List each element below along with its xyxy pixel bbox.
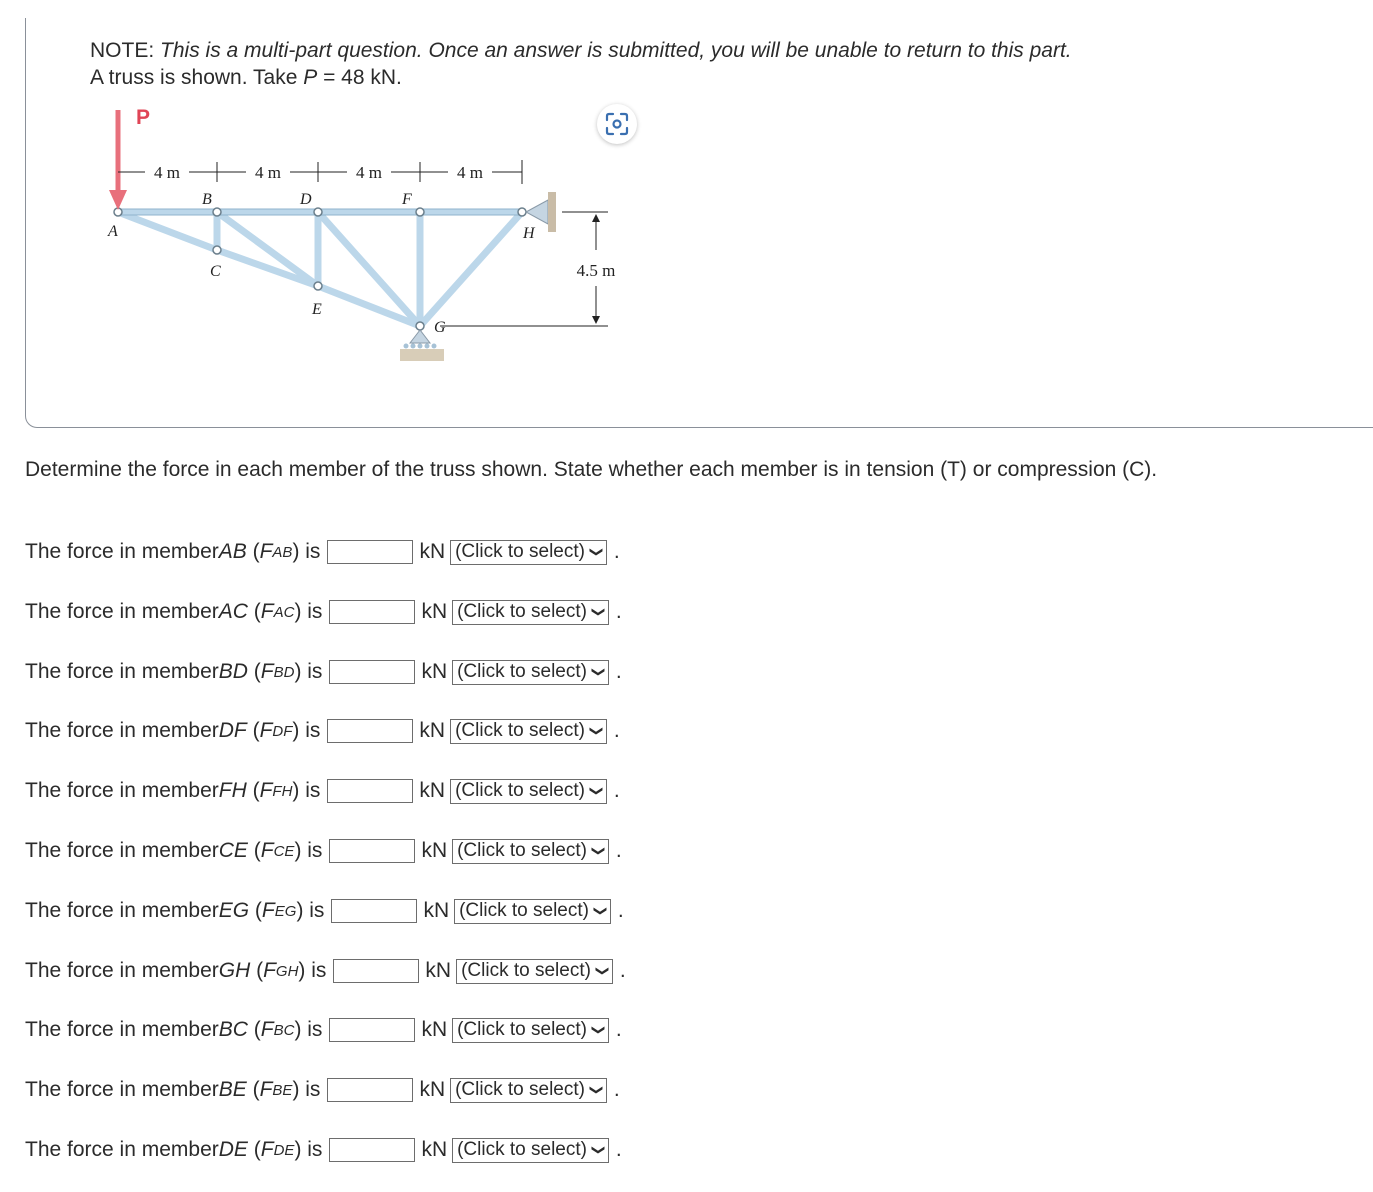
select-label: (Click to select) [457,1019,587,1040]
chevron-down-icon: ❯ [591,606,607,618]
select-label: (Click to select) [457,1139,587,1160]
period: . [613,779,620,802]
period: . [613,540,620,563]
select-label: (Click to select) [455,720,585,741]
answer-row-ab: The force in member AB ( F AB ) is kN (Click to select) ❯ . [25,540,620,563]
note-line2-var: P [303,66,318,89]
member-name: BE [218,1078,247,1101]
tension-compression-select-be[interactable] [450,1078,607,1103]
unit-label: kN [419,540,446,563]
force-symbol: F [259,1078,273,1101]
note-line2-value: = 48 kN. [317,66,402,89]
row-suffix: ) is [292,540,321,563]
force-input-gh[interactable] [333,959,419,983]
row-prefix: The force in member [25,719,219,742]
select-label: (Click to select) [461,960,591,981]
force-symbol: F [261,899,275,922]
note-text [90,37,1072,91]
select-label: (Click to select) [455,1079,585,1100]
select-label: (Click to select) [457,601,587,622]
row-suffix: ) is [294,600,323,623]
select-label: (Click to select) [459,900,589,921]
force-subscript: BD [273,663,295,681]
member-name: AC [218,600,248,623]
force-symbol: F [259,719,273,742]
force-input-de[interactable] [329,1138,415,1162]
row-suffix: ) is [292,779,321,802]
row-suffix: ) is [294,1018,323,1041]
row-prefix: The force in member [25,899,219,922]
tension-compression-select-gh[interactable] [456,959,613,984]
height-label: 4.5 m [576,261,616,280]
force-subscript: AC [273,603,295,621]
member-name: EG [218,899,250,922]
tension-compression-select-ab[interactable] [450,540,607,565]
answer-row-bd: The force in member BD ( F BD ) is kN (Click to select) ❯ . [25,660,622,683]
force-subscript: GH [275,962,299,980]
force-subscript: DF [272,722,293,740]
row-prefix: The force in member [25,1078,219,1101]
chevron-down-icon: ❯ [591,1144,607,1156]
answer-row-be: The force in member BE ( F BE ) is kN (Click to select) ❯ . [25,1078,620,1101]
answer-row-ac: The force in member AC ( F AC ) is kN (Click to select) ❯ . [25,600,622,623]
force-symbol: F [260,600,274,623]
force-symbol: F [260,839,274,862]
force-subscript: CE [273,842,295,860]
dim-2: 4 m [255,163,281,182]
select-label: (Click to select) [455,541,585,562]
answer-row-bc: The force in member BC ( F BC ) is kN (Click to select) ❯ . [25,1018,622,1041]
tension-compression-select-de[interactable] [452,1138,609,1163]
unit-label: kN [421,660,448,683]
row-suffix: ) is [294,1138,323,1161]
unit-label: kN [421,839,448,862]
force-input-ce[interactable] [329,839,415,863]
select-label: (Click to select) [455,780,585,801]
chevron-down-icon: ❯ [591,845,607,857]
dim-3: 4 m [356,163,382,182]
force-input-fh[interactable] [327,779,413,803]
chevron-down-icon: ❯ [589,1084,605,1096]
chevron-down-icon: ❯ [589,725,605,737]
note-label: NOTE: [90,39,155,62]
answer-row-de: The force in member DE ( F DE ) is kN (Click to select) ❯ . [25,1138,622,1161]
row-prefix: The force in member [25,1138,219,1161]
force-symbol: F [263,959,276,982]
period: . [615,839,622,862]
member-name: GH [218,959,251,982]
unit-label: kN [419,779,446,802]
row-prefix: The force in member [25,959,219,982]
row-suffix: ) is [292,1078,321,1101]
chevron-down-icon: ❯ [591,666,607,678]
dim-4: 4 m [457,163,483,182]
unit-label: kN [419,1078,446,1101]
dim-1: 4 m [154,163,180,182]
node-h: H [523,225,535,242]
unit-label: kN [419,719,446,742]
row-suffix: ) is [294,839,323,862]
member-name: DF [218,719,247,742]
force-symbol: F [260,660,274,683]
unit-label: kN [421,600,448,623]
tension-compression-select-bd[interactable] [452,660,609,685]
member-name: BC [218,1018,248,1041]
period: . [619,959,626,982]
chevron-down-icon: ❯ [591,1024,607,1036]
unit-label: kN [421,1138,448,1161]
answer-row-eg: The force in member EG ( F EG ) is kN (Click to select) ❯ . [25,899,624,922]
answer-row-fh: The force in member FH ( F FH ) is kN (Click to select) ❯ . [25,779,620,802]
force-input-eg[interactable] [331,899,417,923]
member-name: DE [218,1138,248,1161]
row-suffix: ) is [296,899,325,922]
force-subscript: EG [274,902,297,920]
note-line2-prefix: A truss is shown. Take [90,66,304,89]
member-name: FH [218,779,247,802]
member-name: AB [218,540,247,563]
member-name: CE [218,839,248,862]
chevron-down-icon: ❯ [593,905,609,917]
force-subscript: AB [272,543,293,561]
force-input-df[interactable] [327,719,413,743]
row-suffix: ) is [298,959,327,982]
answer-row-df: The force in member DF ( F DF ) is kN (Click to select) ❯ . [25,719,620,742]
node-b: B [202,191,212,208]
row-suffix: ) is [292,719,321,742]
node-e: E [312,301,322,318]
force-subscript: BC [273,1021,295,1039]
tension-compression-select-ce[interactable] [452,839,609,864]
period: . [615,600,622,623]
row-prefix: The force in member [25,839,219,862]
force-symbol: F [260,1018,274,1041]
node-c: C [210,263,221,280]
camera-scan-icon[interactable] [597,104,637,144]
question-prompt: Determine the force in each member of the truss shown. State whether each member is in tension (T) or compression (C). [25,458,1158,481]
member-name: BD [218,660,248,683]
period: . [613,1078,620,1101]
row-prefix: The force in member [25,660,219,683]
node-d: D [300,191,312,208]
period: . [613,719,620,742]
period: . [615,660,622,683]
force-subscript: DE [273,1141,295,1159]
period: . [615,1138,622,1161]
tension-compression-select-df[interactable] [450,719,607,744]
force-symbol: F [259,540,273,563]
chevron-down-icon: ❯ [595,965,611,977]
chevron-down-icon: ❯ [589,785,605,797]
row-prefix: The force in member [25,540,219,563]
tension-compression-select-ac[interactable] [452,600,609,625]
unit-label: kN [425,959,452,982]
node-f: F [402,191,412,208]
answer-row-gh: The force in member GH ( F GH ) is kN (Click to select) ❯ . [25,959,626,982]
load-label: P [136,106,151,129]
unit-label: kN [423,899,450,922]
force-input-ab[interactable] [327,540,413,564]
tension-compression-select-bc[interactable] [452,1018,609,1043]
force-input-be[interactable] [327,1078,413,1102]
row-prefix: The force in member [25,779,219,802]
force-symbol: F [260,1138,274,1161]
force-input-ac[interactable] [329,600,415,624]
force-input-bc[interactable] [329,1018,415,1042]
chevron-down-icon: ❯ [589,546,605,558]
select-label: (Click to select) [457,840,587,861]
period: . [615,1018,622,1041]
note-body: This is a multi-part question. Once an answer is submitted, you will be unable to return to this part. [160,39,1072,62]
row-prefix: The force in member [25,600,219,623]
force-subscript: FH [272,782,293,800]
period: . [617,899,624,922]
node-a: A [108,223,118,240]
answer-row-ce: The force in member CE ( F CE ) is kN (Click to select) ❯ . [25,839,622,862]
select-label: (Click to select) [457,661,587,682]
row-prefix: The force in member [25,1018,219,1041]
node-g: G [434,319,446,336]
tension-compression-select-eg[interactable] [454,899,611,924]
force-symbol: F [259,779,273,802]
row-suffix: ) is [294,660,323,683]
truss-figure [100,100,660,370]
tension-compression-select-fh[interactable] [450,779,607,804]
force-input-bd[interactable] [329,660,415,684]
unit-label: kN [421,1018,448,1041]
force-subscript: BE [272,1081,293,1099]
